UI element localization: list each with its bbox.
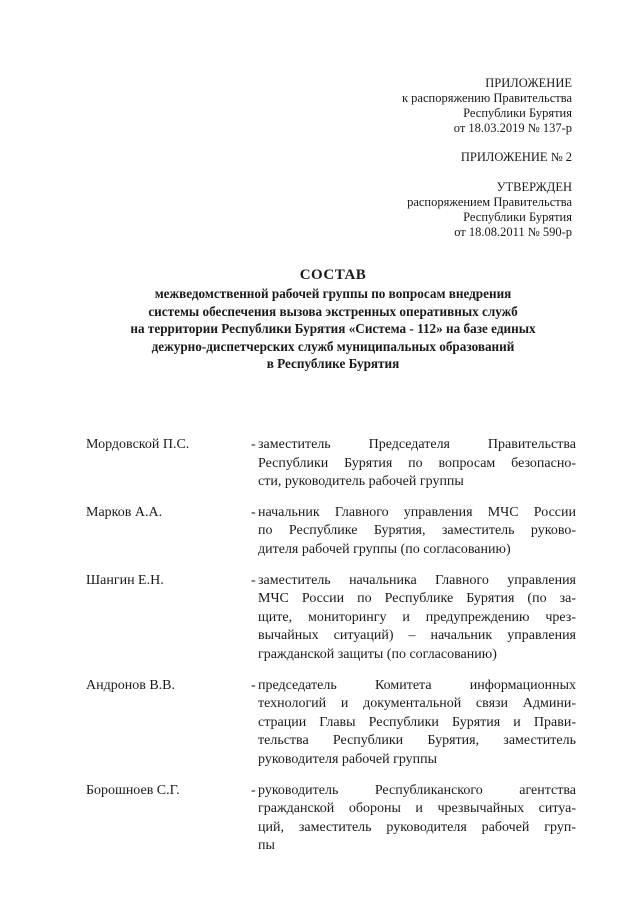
- member-role-line: дителя рабочей группы (по согласованию): [258, 541, 511, 557]
- member-role-line: руководителя рабочей группы: [258, 751, 438, 767]
- appendix-header: [402, 76, 572, 136]
- member-role-line: начальник Главного управления МЧС России: [258, 504, 576, 520]
- approved-header: [407, 180, 572, 240]
- member-name: Мордовской П.С.: [86, 437, 190, 452]
- member-entry: [86, 436, 576, 492]
- member-role-line: по Республике Бурятия, заместитель руково-: [258, 523, 576, 539]
- member-role-line: заместитель Председателя Правительства: [258, 437, 576, 452]
- member-role: [258, 436, 576, 492]
- member-role-line: ций, заместитель руководителя рабочей груп-: [258, 819, 576, 835]
- member-role: [258, 677, 576, 770]
- title-line-1: межведомственной рабочей группы по вопросам внедрения: [154, 286, 512, 301]
- member-dash: -: [251, 782, 256, 798]
- document-title: [70, 266, 596, 373]
- member-entry: [86, 782, 576, 856]
- member-dash: -: [251, 437, 256, 452]
- member-entry: [86, 504, 576, 560]
- appendix-2-header: [461, 150, 572, 165]
- member-dash: -: [251, 572, 256, 588]
- appendix-line-1: к распоряжению Правительства: [401, 91, 572, 105]
- member-dash: -: [251, 677, 256, 693]
- member-role-line: гражданской защиты (по согласованию): [258, 646, 497, 662]
- approved-line-2: Республики Бурятия: [463, 210, 572, 224]
- title-line-4: дежурно-диспетчерских служб муниципальных образований: [151, 338, 515, 354]
- member-role: [258, 504, 576, 560]
- approved-line-3: от 18.08.2011 № 590-р: [454, 225, 572, 239]
- title-line-5: в Республике Бурятия: [266, 356, 400, 372]
- members-list: [86, 436, 576, 868]
- member-role-line: пы: [258, 838, 275, 854]
- member-role-line: председатель Комитета информационных: [258, 677, 576, 693]
- member-role-line: тельства Республики Бурятия, заместитель: [258, 733, 576, 749]
- member-role-line: МЧС России по Республике Бурятия (по за-: [258, 591, 576, 607]
- member-entry: [86, 677, 576, 770]
- member-name: Марков А.А.: [86, 504, 163, 520]
- title-line-3: на территории Республики Бурятия «Система - 112» на базе единых: [130, 321, 536, 337]
- member-entry: [86, 572, 576, 665]
- member-role-line: Республики Бурятия по вопросам безопасно-: [258, 455, 576, 471]
- appendix-2-label: ПРИЛОЖЕНИЕ № 2: [460, 150, 572, 164]
- member-role-line: щите, мониторингу и предупреждению чрез-: [258, 609, 576, 625]
- title-main: СОСТАВ: [299, 267, 367, 283]
- member-dash: -: [251, 504, 256, 520]
- member-role-line: вычайных ситуаций) – начальник управления: [258, 628, 576, 644]
- member-name: Шангин Е.Н.: [86, 572, 164, 588]
- member-role-line: гражданской обороны и чрезвычайных ситуа-: [258, 801, 576, 817]
- member-role-line: заместитель начальника Главного управления: [258, 572, 576, 588]
- member-role: [258, 572, 576, 665]
- member-role-line: технологий и документальной связи Админи-: [258, 696, 576, 712]
- member-name: Борошноев С.Г.: [86, 782, 180, 798]
- member-name: Андронов В.В.: [86, 677, 176, 693]
- approved-line-1: распоряжением Правительства: [407, 195, 572, 209]
- appendix-line-2: Республики Бурятия: [463, 106, 572, 120]
- member-role-line: руководитель Республиканского агентства: [258, 782, 576, 798]
- appendix-label: ПРИЛОЖЕНИЕ: [485, 76, 572, 90]
- member-role-line: сти, руководитель рабочей группы: [258, 474, 464, 490]
- member-role-line: страции Главы Республики Бурятия и Прави-: [258, 714, 576, 730]
- appendix-line-3: от 18.03.2019 № 137-р: [453, 121, 572, 135]
- member-role: [258, 782, 576, 856]
- title-line-2: системы обеспечения вызова экстренных оперативных служб: [148, 303, 518, 319]
- approved-label: УТВЕРЖДЕН: [496, 180, 572, 194]
